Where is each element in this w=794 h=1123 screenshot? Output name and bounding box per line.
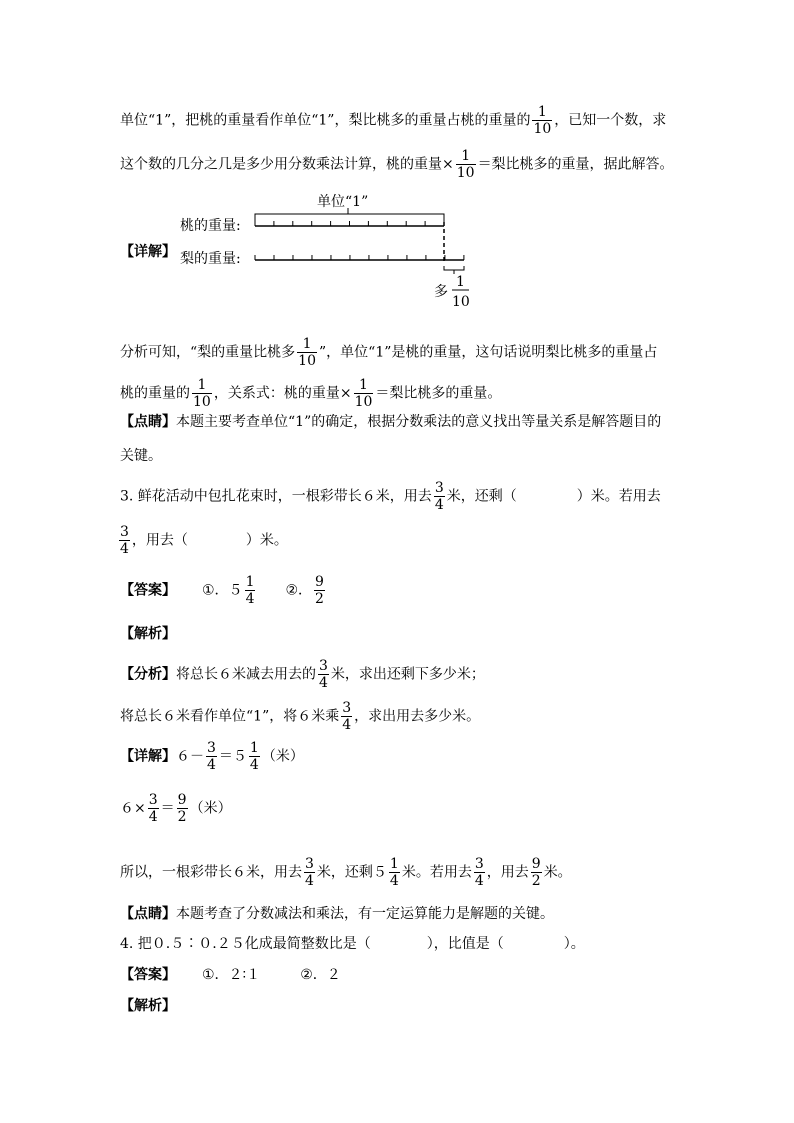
- denominator: 10: [193, 394, 211, 410]
- text: 所以，一根彩带长６米，用去: [120, 864, 302, 881]
- section-tag: 【答案】: [120, 967, 176, 983]
- text: 米。: [543, 864, 572, 881]
- denominator: 10: [456, 165, 475, 181]
- text: ＝梨比桃多的重量，据此解答。: [477, 156, 674, 173]
- segment-diagram: [180, 186, 480, 316]
- text: 将总长６米看作单位“1”，将６米乘: [120, 708, 340, 725]
- numerator: 3: [120, 524, 129, 540]
- section-tag: 【详解】: [120, 748, 176, 765]
- text: ＝５: [218, 748, 247, 765]
- answer-1: ①．５: [202, 582, 243, 599]
- numerator: 1: [245, 574, 255, 590]
- more-label: 多: [434, 284, 448, 300]
- text: ），比值是（: [426, 936, 504, 952]
- text: 桃的重量的: [120, 385, 190, 402]
- numerator: 9: [177, 792, 187, 808]
- pear-label: 梨的重量:: [180, 251, 241, 267]
- text: 米，求出还剩下多少米；: [330, 666, 485, 683]
- fraction: [192, 377, 212, 410]
- paragraph-line: [120, 148, 674, 181]
- numerator: 3: [305, 856, 314, 872]
- denominator: 10: [354, 394, 373, 410]
- text: ，已知一个数，求: [554, 112, 667, 129]
- text: ，用去（: [131, 532, 188, 549]
- text: 本题考查了分数减法和乘法，有一定运算能力是解题的关键。: [176, 906, 554, 922]
- paragraph-line: [120, 412, 661, 432]
- denominator: 4: [342, 717, 352, 733]
- fraction: [341, 700, 352, 733]
- text: 米。若用去: [401, 864, 472, 881]
- numerator: 9: [531, 856, 541, 872]
- answer-1: ①．２∶１: [202, 967, 261, 983]
- denominator: 4: [249, 757, 259, 773]
- denominator: 10: [533, 121, 552, 137]
- more-denominator: 10: [452, 294, 470, 310]
- numerator: 3: [474, 856, 484, 872]
- text: ６×: [120, 800, 146, 817]
- numerator: 3: [148, 792, 158, 808]
- numerator: 3: [342, 700, 352, 716]
- numerator: 3: [207, 740, 216, 756]
- numerator: 1: [359, 377, 368, 393]
- text: ）米。: [245, 532, 288, 549]
- numerator: 3: [434, 480, 444, 496]
- more-brace: [444, 266, 464, 274]
- text: ６－: [176, 748, 204, 765]
- section-tag: 【点睛】: [120, 906, 176, 922]
- text: ，求出用去多少米。: [354, 708, 481, 725]
- section-tag: 【详解】: [120, 244, 176, 260]
- fraction: [297, 336, 317, 369]
- numerator: 1: [249, 740, 259, 756]
- paragraph-line: [120, 336, 657, 369]
- denominator: 2: [531, 873, 541, 889]
- denominator: 4: [207, 757, 216, 773]
- section-tag: 【解析】: [120, 998, 176, 1014]
- fraction: [249, 740, 260, 773]
- fraction: [531, 856, 542, 889]
- numerator: 9: [315, 574, 324, 590]
- section-tag: 【分析】: [120, 666, 176, 683]
- paragraph-line: [120, 700, 480, 733]
- unit-label: 单位“1”: [317, 194, 369, 210]
- more-numerator: 1: [456, 274, 465, 290]
- answer-2: ②．: [285, 582, 313, 599]
- text: 将总长６米减去用去的: [176, 666, 316, 683]
- question-line: [117, 524, 288, 557]
- fraction: [148, 792, 159, 825]
- denominator: 2: [315, 591, 324, 607]
- equation-line: [120, 792, 232, 825]
- question-line: [120, 934, 585, 954]
- fraction: [354, 377, 374, 410]
- paragraph-line: [120, 904, 554, 924]
- text: 单位“1”，把桃的重量看作单位“1”，梨比桃多的重量占桃的重量的: [120, 112, 531, 129]
- section-tag: 【点睛】: [120, 414, 176, 430]
- fraction: [119, 524, 130, 557]
- numerator: 1: [389, 856, 399, 872]
- text: 本题主要考查单位“1”的确定，根据分数乘法的意义找出等量关系是解答题目的: [176, 414, 662, 430]
- fraction: [434, 480, 445, 513]
- denominator: 4: [120, 541, 129, 557]
- text: 3. 鲜花活动中包扎花束时，一根彩带长６米，用去: [120, 488, 432, 505]
- fraction: [318, 658, 329, 691]
- paragraph-line: [120, 104, 666, 137]
- section-tag: 【解析】: [120, 626, 176, 642]
- text: ＝梨比桃多的重量。: [375, 385, 502, 402]
- answer-line: [120, 574, 327, 607]
- denominator: 4: [305, 873, 314, 889]
- fraction: [389, 856, 400, 889]
- numerator: 1: [461, 148, 471, 164]
- equation-line: [120, 740, 304, 773]
- paragraph-line: 关键。: [120, 448, 162, 464]
- denominator: 4: [148, 809, 158, 825]
- text: （米）: [261, 748, 304, 765]
- answer-line: [120, 965, 341, 985]
- fraction: [314, 574, 325, 607]
- numerator: 1: [197, 377, 207, 393]
- numerator: 1: [537, 104, 547, 120]
- denominator: 4: [245, 591, 255, 607]
- text: ）米。若用去: [576, 488, 661, 505]
- text: ）。: [563, 936, 585, 952]
- text: （米）: [189, 800, 232, 817]
- fraction: [474, 856, 485, 889]
- denominator: 4: [389, 873, 399, 889]
- text: 米，还剩５: [316, 864, 387, 881]
- numerator: 3: [319, 658, 328, 674]
- text: 米，还剩（: [446, 488, 517, 505]
- denominator: 4: [474, 873, 484, 889]
- fraction: [206, 740, 217, 773]
- paragraph-line: [120, 377, 501, 410]
- section-tag: 【答案】: [120, 582, 176, 599]
- text: 分析可知，“梨的重量比桃多: [120, 344, 296, 361]
- fraction: [177, 792, 188, 825]
- text: ＝: [160, 800, 175, 817]
- text: 4. 把０.５∶０.２５化成最简整数比是（: [120, 936, 371, 952]
- fraction: [245, 574, 256, 607]
- fraction: [456, 148, 476, 181]
- text: ，关系式：桃的重量×: [213, 385, 352, 402]
- denominator: 10: [298, 353, 316, 369]
- numerator: 1: [302, 336, 312, 352]
- denominator: 4: [434, 497, 444, 513]
- fraction: [304, 856, 315, 889]
- paragraph-line: [120, 856, 572, 889]
- text: ”，单位“1”是桃的重量，这句话说明梨比桃多的重量占: [319, 344, 658, 361]
- answer-2: ②．２: [300, 967, 341, 983]
- paragraph-line: [120, 658, 485, 691]
- denominator: 2: [177, 809, 187, 825]
- denominator: 4: [319, 675, 328, 691]
- peach-label: 桃的重量:: [180, 218, 241, 234]
- text: ，用去: [486, 864, 529, 881]
- text: 这个数的几分之几是多少用分数乘法计算，桃的重量×: [120, 156, 454, 173]
- fraction: [532, 104, 552, 137]
- question-line: [120, 480, 661, 513]
